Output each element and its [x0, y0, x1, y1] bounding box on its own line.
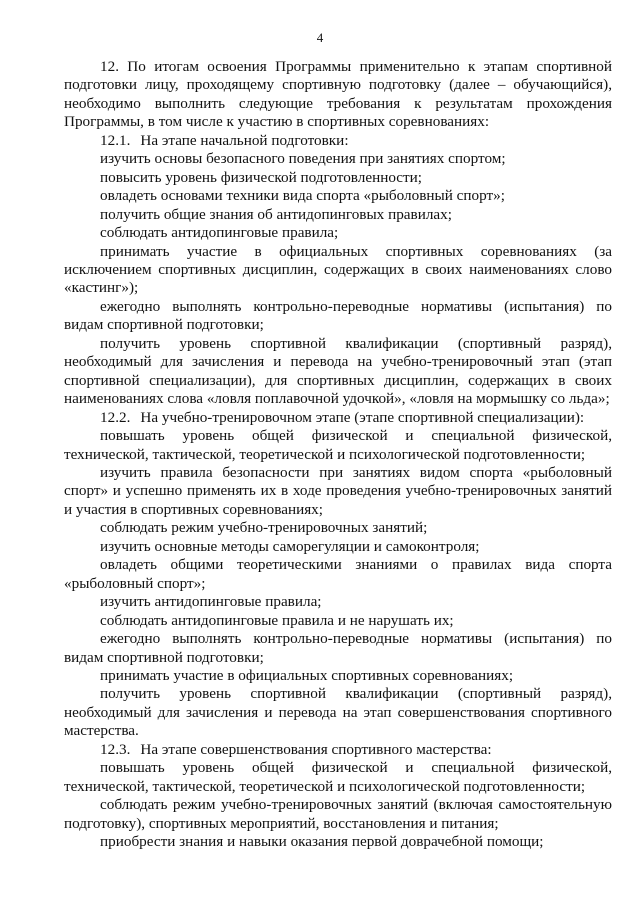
list-item: получить уровень спортивной квалификации (спортивный разряд), необходимый для зачисления и перевода на этап совершенствования спортивного мастерства.	[64, 685, 612, 740]
list-item: соблюдать режим учебно-тренировочных занятий;	[100, 519, 428, 537]
list-item: овладеть общими теоретическими знаниями о правилах вида спорта «рыболовный спорт»;	[64, 556, 612, 592]
section-title: На учебно-тренировочном этапе (этапе спортивной специализации):	[140, 408, 585, 426]
section-title: На этапе начальной подготовки:	[140, 131, 349, 149]
document-body	[64, 58, 612, 851]
list-item: приобрести знания и навыки оказания первой доврачебной помощи;	[100, 833, 544, 851]
section-number: 12.1.	[100, 131, 131, 149]
list-item: соблюдать режим учебно-тренировочных занятий (включая самостоятельную подготовку), спортивных мероприятий, восстановления и питания;	[64, 796, 612, 832]
section-heading-12-2	[64, 409, 612, 427]
section-number: 12.2.	[100, 408, 131, 426]
page-number: 4	[316, 30, 324, 45]
section-heading-12-1	[64, 132, 612, 150]
list-item: изучить основы безопасного поведения при занятиях спортом;	[100, 150, 506, 168]
list-item: овладеть основами техники вида спорта «рыболовный спорт»;	[100, 187, 505, 205]
section-title: На этапе совершенствования спортивного мастерства:	[140, 740, 492, 758]
list-item: повысить уровень физической подготовленности;	[100, 168, 423, 186]
section-number: 12.3.	[100, 740, 131, 758]
list-item: повышать уровень общей физической и специальной физической, технической, тактической, теоретической и психологической подготовленности;	[64, 427, 612, 463]
list-item: ежегодно выполнять контрольно-переводные нормативы (испытания) по видам спортивной подготовки;	[64, 630, 612, 666]
paragraph-12: 12. По итогам освоения Программы применительно к этапам спортивной подготовки лицу, проходящему спортивную подготовку (далее – обучающийся), необходимо выполнить следующие требования к результатам прохождения Программы, в том числе к участию в спортивных соревнованиях:	[64, 58, 612, 131]
section-heading-12-3	[64, 741, 612, 759]
list-item: изучить правила безопасности при занятиях видом спорта «рыболовный спорт» и успешно применять их в ходе проведения учебно-тренировочных занятий и участия в спортивных соревнованиях;	[64, 463, 612, 518]
list-item: изучить антидопинговые правила;	[100, 593, 322, 611]
list-item: соблюдать антидопинговые правила и не нарушать их;	[100, 611, 454, 629]
list-item: изучить основные методы саморегуляции и самоконтроля;	[100, 537, 480, 555]
list-item: ежегодно выполнять контрольно-переводные нормативы (испытания) по видам спортивной подготовки;	[64, 297, 612, 334]
list-item: получить уровень спортивной квалификации (спортивный разряд), необходимый для зачисления и перевода на учебно-тренировочный этап (этап спортивной специализации), для спортивных дисциплин, содержащих в своих наименованиях слова «ловля поплавочной удочкой», «ловля на мормышку со льда»;	[64, 334, 612, 408]
list-item: принимать участие в официальных спортивных соревнованиях;	[100, 666, 514, 684]
list-item: принимать участие в официальных спортивных соревнованиях (за исключением спортивных дисциплин, содержащих в своих наименованиях слово «кастинг»);	[64, 242, 612, 297]
list-item: повышать уровень общей физической и специальной физической, технической, тактической, теоретической и психологической подготовленности;	[64, 759, 612, 795]
list-item: соблюдать антидопинговые правила;	[100, 224, 339, 242]
list-item: получить общие знания об антидопинговых правилах;	[100, 205, 452, 223]
